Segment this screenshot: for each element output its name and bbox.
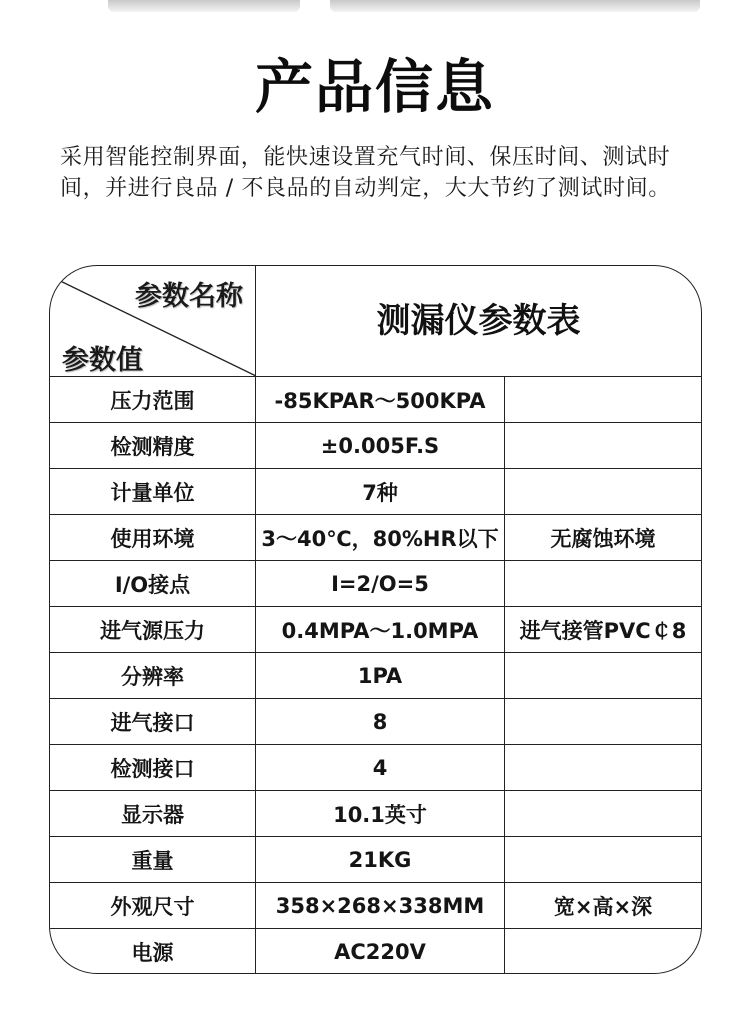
row-param-note bbox=[505, 837, 701, 882]
row-param-value: 8 bbox=[256, 699, 505, 744]
table-body bbox=[50, 377, 701, 974]
row-param-note bbox=[505, 423, 701, 468]
table-row bbox=[50, 929, 701, 974]
row-param-name: 进气接口 bbox=[50, 699, 256, 744]
row-param-name: 分辨率 bbox=[50, 653, 256, 698]
row-param-name: 电源 bbox=[50, 929, 256, 974]
row-param-note bbox=[505, 653, 701, 698]
row-param-value: 4 bbox=[256, 745, 505, 790]
table-row bbox=[50, 745, 701, 791]
row-param-value: 358×268×338MM bbox=[256, 883, 505, 928]
spec-table bbox=[49, 265, 702, 974]
table-row bbox=[50, 607, 701, 653]
row-param-value: I=2/O=5 bbox=[256, 561, 505, 606]
row-param-note bbox=[505, 791, 701, 836]
table-header bbox=[50, 266, 701, 377]
row-param-note bbox=[505, 929, 701, 974]
table-row bbox=[50, 653, 701, 699]
table-row bbox=[50, 883, 701, 929]
row-param-note: 宽×高×深 bbox=[553, 894, 653, 919]
row-param-name: 计量单位 bbox=[50, 469, 256, 514]
row-param-value: -85KPAR～500KPA bbox=[256, 377, 505, 422]
table-row bbox=[50, 423, 701, 469]
row-param-name: 检测精度 bbox=[50, 423, 256, 468]
row-param-value: 7种 bbox=[256, 469, 505, 514]
row-param-value: 10.1英寸 bbox=[256, 791, 505, 836]
table-row bbox=[50, 791, 701, 837]
row-param-name: 显示器 bbox=[50, 791, 256, 836]
row-param-note bbox=[505, 745, 701, 790]
table-row bbox=[50, 377, 701, 423]
row-param-name: 使用环境 bbox=[50, 515, 256, 560]
table-row bbox=[50, 561, 701, 607]
table-row bbox=[50, 699, 701, 745]
row-param-value: 21KG bbox=[256, 837, 505, 882]
product-description: 采用智能控制界面，能快速设置充气时间、保压时间、测试时间，并进行良品 / 不良品的自动判定，大大节约了测试时间。 bbox=[60, 145, 671, 201]
row-param-note bbox=[505, 469, 701, 514]
row-param-name: 重量 bbox=[50, 837, 256, 882]
top-image-edge-left bbox=[108, 0, 300, 12]
row-param-note: 进气接管PVC￠8 bbox=[519, 618, 687, 643]
row-param-value: 3～40℃，80%HR以下 bbox=[256, 515, 505, 560]
table-title: 测漏仪参数表 bbox=[376, 300, 581, 341]
header-param-value-label: 参数值 bbox=[62, 345, 143, 376]
row-param-name: 外观尺寸 bbox=[50, 883, 256, 928]
page-title: 产品信息 bbox=[254, 53, 495, 121]
row-param-note bbox=[505, 699, 701, 744]
table-row bbox=[50, 469, 701, 515]
header-param-name-label: 参数名称 bbox=[135, 281, 243, 312]
row-param-value: 1PA bbox=[256, 653, 505, 698]
row-param-name: 进气源压力 bbox=[50, 607, 256, 652]
row-param-note bbox=[505, 561, 701, 606]
header-corner-cell bbox=[50, 266, 256, 376]
row-param-value: ±0.005F.S bbox=[256, 423, 505, 468]
row-param-value: 0.4MPA～1.0MPA bbox=[256, 607, 505, 652]
table-row bbox=[50, 515, 701, 561]
row-param-value: AC220V bbox=[256, 929, 505, 974]
row-param-name: 压力范围 bbox=[50, 377, 256, 422]
table-row bbox=[50, 837, 701, 883]
row-param-note bbox=[505, 377, 701, 422]
row-param-name: 检测接口 bbox=[50, 745, 256, 790]
row-param-name: I/O接点 bbox=[50, 561, 256, 606]
top-image-edge-right bbox=[330, 0, 700, 12]
row-param-note: 无腐蚀环境 bbox=[550, 526, 656, 551]
